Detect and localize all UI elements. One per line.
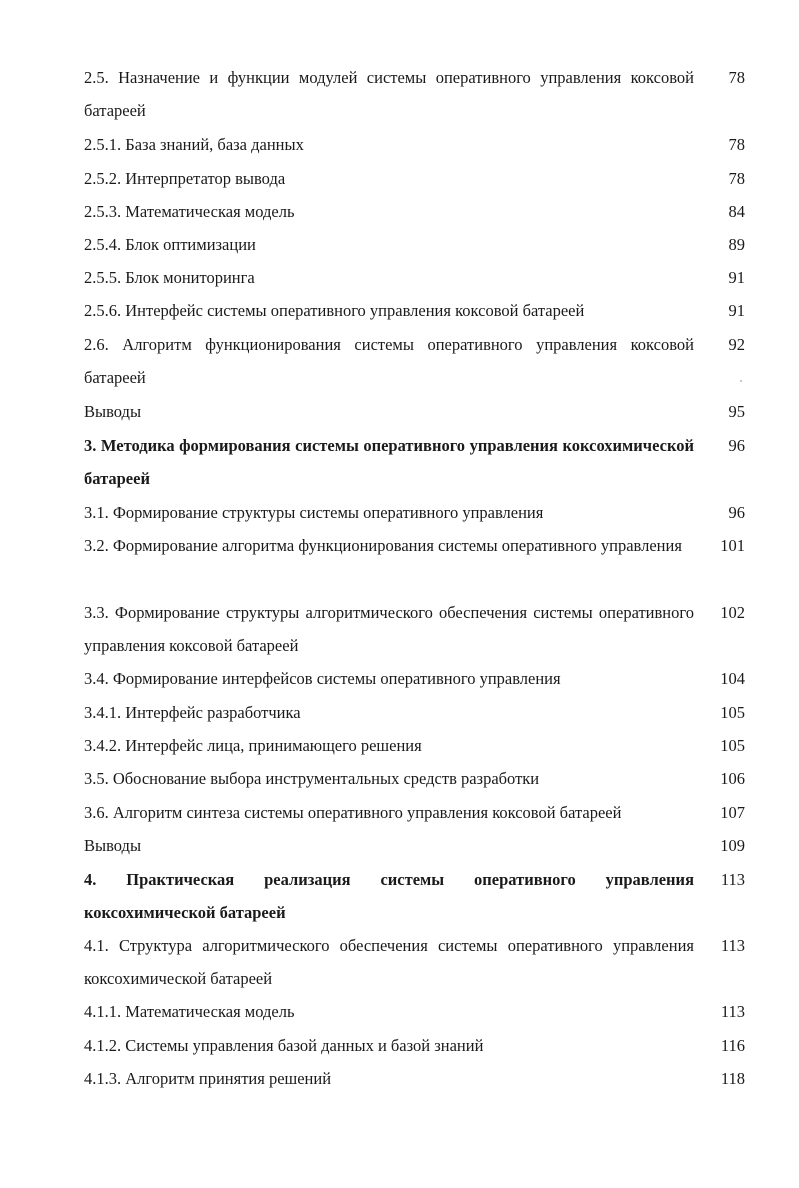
toc-entry-title: 4.1.2. Системы управления базой данных и базой знаний bbox=[84, 1036, 484, 1055]
toc-entry-title: 3.3. Формирование структуры алгоритмического обеспечения системы оперативного управления коксовой батареей bbox=[84, 603, 694, 655]
toc-entry-title: 2.5.4. Блок оптимизации bbox=[84, 235, 256, 254]
toc-entry-page: 107 bbox=[720, 803, 745, 822]
toc-entry-page: 91 bbox=[728, 268, 745, 287]
toc-entry-page: 109 bbox=[720, 836, 745, 855]
toc-entry-page: 89 bbox=[728, 235, 745, 254]
toc-entry-title: 3.4.2. Интерфейс лица, принимающего решения bbox=[84, 736, 422, 755]
toc-entry-page: 92 bbox=[728, 335, 745, 354]
toc-entry-page: 102 bbox=[720, 603, 745, 622]
toc-entry-page: 96 bbox=[728, 436, 745, 455]
toc-entry-title: 3.4.1. Интерфейс разработчика bbox=[84, 703, 301, 722]
toc-entry-page: 95 bbox=[728, 402, 745, 421]
toc-entry-title: 2.6. Алгоритм функционирования системы оперативного управления коксовой батареей bbox=[84, 335, 694, 387]
toc-entry-title: 2.5.6. Интерфейс системы оперативного управления коксовой батареей bbox=[84, 301, 585, 320]
toc-entry-title: 2.5.2. Интерпретатор вывода bbox=[84, 169, 286, 188]
toc-entry-title: 3.4. Формирование интерфейсов системы оперативного управления bbox=[84, 669, 561, 688]
toc-entry-title: 4.1.1. Математическая модель bbox=[84, 1002, 295, 1021]
toc-entry-page: 113 bbox=[720, 1002, 745, 1021]
toc-entry-page: 101 bbox=[720, 536, 745, 555]
toc-entry-page: 78 bbox=[728, 169, 745, 188]
toc-entry-page: 116 bbox=[720, 1036, 745, 1055]
toc-entry-page: 113 bbox=[720, 936, 745, 955]
toc-entry-title: 4.1. Структура алгоритмического обеспечения системы оперативного управления коксохимической батареей bbox=[84, 936, 694, 988]
toc-entry-page: 78 bbox=[728, 135, 745, 154]
toc-entry-page: 106 bbox=[720, 769, 745, 788]
toc-entry-page: 84 bbox=[728, 202, 745, 221]
toc-entry-title: 3. Методика формирования системы оперативного управления коксохимической батареей bbox=[84, 436, 694, 488]
toc-entry-title: 3.5. Обоснование выбора инструментальных средств разработки bbox=[84, 769, 540, 788]
scan-speck bbox=[740, 380, 742, 382]
toc-entry-page: 96 bbox=[728, 503, 745, 522]
toc-entry-title: 4. Практическая реализация системы оперативного управления коксохимической батареей bbox=[84, 870, 694, 922]
toc-entry-title: 2.5.3. Математическая модель bbox=[84, 202, 295, 221]
toc-entry-page: 91 bbox=[728, 301, 745, 320]
toc-entry-page: 118 bbox=[720, 1069, 745, 1088]
toc-entry-title: 2.5.1. База знаний, база данных bbox=[84, 135, 304, 154]
toc-entry-title: 3.1. Формирование структуры системы оперативного управления bbox=[84, 503, 544, 522]
toc-entry-title: Выводы bbox=[84, 836, 142, 855]
toc-entry-page: 78 bbox=[728, 68, 745, 87]
toc-entry-title: 2.5. Назначение и функции модулей системы оперативного управления коксовой батареей bbox=[84, 68, 694, 120]
toc-entry-page: 105 bbox=[720, 736, 745, 755]
toc-entry-page: 105 bbox=[720, 703, 745, 722]
toc-entry-title: 4.1.3. Алгоритм принятия решений bbox=[84, 1069, 332, 1088]
toc-entry-page: 113 bbox=[720, 870, 745, 889]
toc-entry-title: 2.5.5. Блок мониторинга bbox=[84, 268, 255, 287]
toc-entry-title: 3.6. Алгоритм синтеза системы оперативного управления коксовой батареей bbox=[84, 803, 622, 822]
toc-entry-title: 3.2. Формирование алгоритма функционирования системы оперативного управления bbox=[84, 536, 682, 555]
toc-entry-title: Выводы bbox=[84, 402, 142, 421]
toc-entry-page: 104 bbox=[720, 669, 745, 688]
